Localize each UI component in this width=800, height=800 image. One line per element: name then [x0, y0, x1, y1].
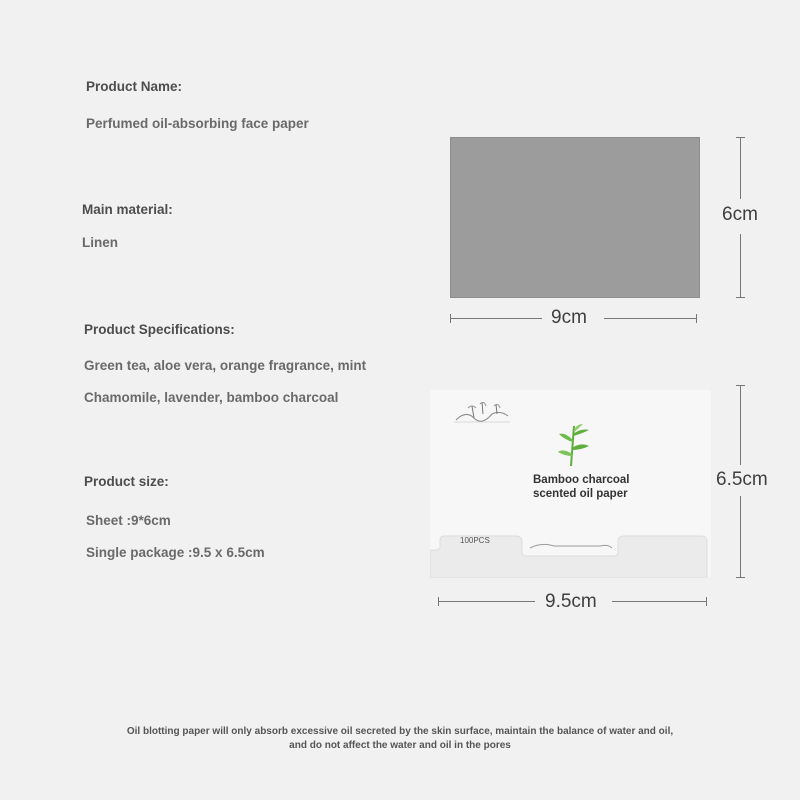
- package-height-line-top: [740, 385, 741, 465]
- material-value: Linen: [82, 235, 118, 250]
- sheet-width-cap-right: [696, 314, 697, 323]
- package-height-line-bottom: [740, 496, 741, 577]
- footer-line-1: Oil blotting paper will only absorb excessive oil secreted by the skin surface, maintain the balance of water and oil,: [126, 726, 674, 737]
- sheet-width-label: 9cm: [551, 307, 587, 328]
- sheet-width-line-left: [450, 318, 542, 319]
- sheet-width-line-right: [604, 318, 696, 319]
- oil-paper-package: [430, 390, 711, 578]
- size-sheet: Sheet :9*6cm: [86, 513, 171, 528]
- bamboo-icon: [557, 424, 591, 466]
- package-width-cap-right: [706, 597, 707, 606]
- product-name-label: Product Name:: [86, 79, 183, 94]
- sheet-height-line-top: [740, 137, 741, 199]
- specifications-line-2: Chamomile, lavender, bamboo charcoal: [84, 390, 339, 405]
- package-height-cap-bottom: [736, 577, 745, 578]
- package-width-line-left: [438, 601, 535, 602]
- product-name-value: Perfumed oil-absorbing face paper: [86, 116, 309, 131]
- footer-note: [0, 725, 800, 753]
- product-size-label: Product size:: [84, 474, 169, 489]
- ink-sketch-icon: [452, 400, 512, 426]
- sheet-height-cap-bottom: [736, 297, 745, 298]
- specifications-label: Product Specifications:: [84, 322, 235, 337]
- package-title: [533, 473, 630, 501]
- specifications-line-1: Green tea, aloe vera, orange fragrance, mint: [84, 358, 367, 373]
- material-label: Main material:: [82, 202, 173, 217]
- package-width-line-right: [612, 601, 706, 602]
- package-count: 100PCS: [460, 536, 490, 545]
- footer-line-2: and do not affect the water and oil in the pores: [289, 740, 511, 751]
- package-height-label: 6.5cm: [716, 469, 768, 490]
- size-package: Single package :9.5 x 6.5cm: [86, 545, 265, 560]
- package-width-label: 9.5cm: [545, 591, 597, 612]
- package-title-line-1: Bamboo charcoal: [533, 474, 630, 486]
- sheet-height-label: 6cm: [722, 204, 758, 225]
- oil-paper-sheet: [450, 137, 700, 298]
- sheet-height-line-bottom: [740, 234, 741, 297]
- package-title-line-2: scented oil paper: [533, 488, 628, 500]
